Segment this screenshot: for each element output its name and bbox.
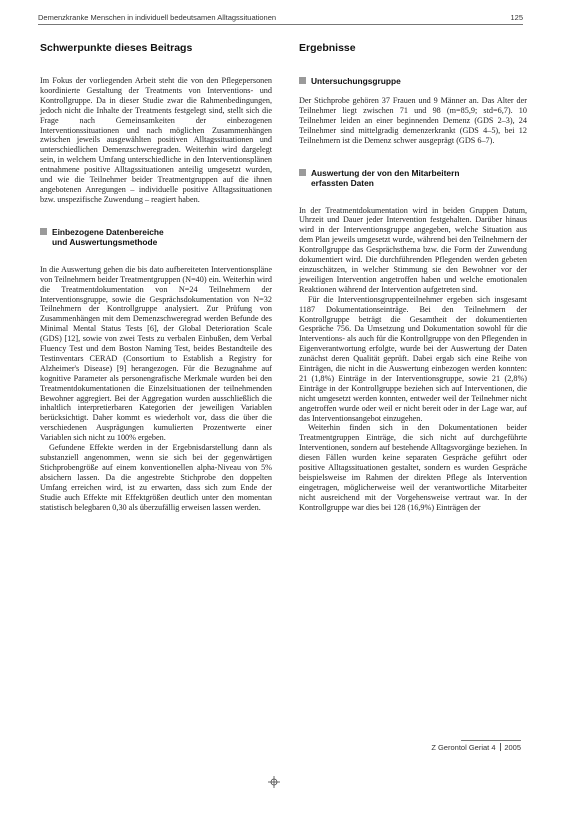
paragraph-sample: Der Stichprobe gehören 37 Frauen und 9 Männer an. Das Alter der Teilnehmer liegt zwischen 71 und 98 (m=85,9; std=6,7). 10 Teilnehmer leiden an einer beginnenden Demenz (GDS 2–3), 24 Teilnehmer sind mittelgradig demenzerkrankt (GDS 4–5), bei 12 Teilnehmern ist die Demenz schwer ausgeprägt (GDS 6–7). [299,96,527,145]
subheading-line-2: und Auswertungsmethode [52,236,158,247]
journal-year: 2005 [504,743,521,752]
journal-name: Z Gerontol Geriat 4 [431,743,496,752]
paragraph-effects: Gefundene Effekte werden in der Ergebnisdarstellung dann als substanziell angenommen, wenn sie sich bei der gegenwärtigen Stichprobengröße auf einem konventionellen alpha-Niveau von 5% absichern lassen. Da die angestrebte Stichprobe den doppelten Umfang erreichen wird, ist zu erwarten, dass sich zum Ende der Studie auch Effekte mit Effektgrößen deutlich unter den momentan statistisch belegbaren 0,30 als überzufällig erweisen lassen werden. [40,443,272,512]
registration-mark-icon [268,776,280,788]
subheading-line-2: erfassten Daten [311,177,374,188]
right-column [299,42,527,513]
footer-rule [461,740,521,741]
page-number: 125 [510,13,523,22]
left-column [40,42,272,512]
subheading-staff-data [299,168,527,188]
bullet-square-icon [299,169,306,176]
subheading-line-1: Auswertung der von den Mitarbeitern [311,167,460,178]
subheading-line-1: Einbezogene Datenbereiche [52,226,164,237]
paragraph-documentation: In der Treatmentdokumentation wird in beiden Gruppen Datum, Uhrzeit und Dauer jeder Intervention festgehalten. Darüber hinaus wird in der Interventionsgruppe angegeben, welche Situation aus dem Plan jeweils umgesetzt wurde, während bei den Teilnehmern der Kontrollgruppe das Gesprächsthema bzw. die Form der Zuwendung dokumentiert wird. Die durchführenden Pflegenden werden gebeten einzuschätzen, in welcher Stimmung sie den Bewohner vor der jeweiligen Intervention angetroffen haben und welche emotionalen Reaktionen während der Intervention aufgetreten sind. [299,205,527,294]
bullet-square-icon [299,77,306,84]
running-head [38,13,523,25]
section-title-results: Ergebnisse [299,42,356,54]
bullet-square-icon [40,228,47,235]
paragraph-entries: Für die Interventionsgruppenteilnehmer ergeben sich insgesamt 1187 Dokumentationseinträge. Bei den Teilnehmern der Kontrollgruppe beträgt die Gesamtheit der dokumentierten Gespräche 756. Da Umsetzung und Dokumentation sowohl für die Interventions- als auch für die Kontrollgruppe von den Pflegenden in Eigenverantwortung erfolgte, wurde bei der Auswertung der Daten zunächst deren Qualität geprüft. Dabei ergab sich eine Reihe von Einträgen, die nicht in die Auswertung einbezogen werden konnten: 21 (1,8%) Einträge in der Interventionsgruppe, sowie 21 (2,8%) Einträge in der Kontrollgruppe beziehen sich auf Interventionen, die nicht umgesetzt werden konnten, entweder weil der Teilnehmer nicht angetroffen wurde oder weil er nicht bereit oder in der Lage war, auf das Interventionsangebot einzugehen. [299,294,527,423]
footer-citation [431,743,521,752]
paragraph-methods: In die Auswertung gehen die bis dato aufbereiteten Interventionspläne von Teilnehmern beider Treatmentgruppen (N=40) ein. Weiterhin wird die Treatmentdokumentation von N=24 Teilnehmern der Interventionsgruppe, sowie die Gesprächsdokumentation von N=32 Teilnehmern der Kontrollgruppe analysiert. Zur Prüfung von Zusammenhängen mit dem Demenzschweregrad werden Befunde des Minimal Mental Status Tests [6], der Global Deterioration Scale (GDS) [12], sowie von zwei Tests zu verbalen Einbußen, dem Verbal Fluency Test und dem Boston Naming Test, beides Bestandteile des Testinventars CERAD (Consortium to Establish a Registry for Alzheimer's Disease) [9] herangezogen. Für die Bezugnahme auf kognitive Parameter als personengrafische Merkmale wurden bei den Treatmentdokumentationen die Einzelsituationen der teilnehmenden Bewohner aggregiert. Bei der Aggregation wurden ausschließlich die inhaltlich interpretierbaren Kategorien der jeweiligen Variablen berücksichtigt. Daher kommt es wiederholt vor, dass die über die verschiedenen Ausprägungen kumulierten Prozentwerte einer Variablen sich nicht zu 100% ergeben. [40,264,272,443]
subheading-data-areas [40,227,272,247]
paragraph-further: Weiterhin finden sich in den Dokumentationen beider Treatmentgruppen Einträge, die sich nicht auf durchgeführte Interventionen, sondern auf bestehende Alltagsvorgänge beziehen. In diesen Fällen wurden keine separaten Gespräche geführt oder positive Alltagssituationen gestaltet, sondern es wurden Gespräche beispielsweise im Rahmen der direkten Pflege als Intervention eingetragen, möglicherweise weil der verantwortliche Mitarbeiter nicht ausreichend mit der Vorgehensweise vertraut war. In der Kontrollgruppe war dies bei 128 (16,9%) Einträgen der [299,423,527,512]
running-title: Demenzkranke Menschen in individuell bedeutsamen Alltagssituationen [38,13,277,22]
section-title-focus: Schwerpunkte dieses Beitrags [40,42,193,54]
subheading-study-group: Untersuchungsgruppe [299,76,527,86]
paragraph-focus: Im Fokus der vorliegenden Arbeit steht die von den Pflegepersonen koordinierte Gestaltung der Treatments von Interventions- und Kontrollgruppe. Da in dieser Studie zwar die Rahmenbedingungen, jedoch nicht die Inhalte der Treatments festgelegt sind, stellt sich die Frage nach Gemeinsamkeiten der einbezogenen Interventionssituationen und nach möglichen Zusammenhängen zwischen jeweils ausgewählten positiven Alltagssituationen und unterschiedlichen Demenzschweregraden. Weiterhin wird dargelegt sein, in welchem Umfang unterschiedliche in den Interventionsplänen entnahmene positive Alltagssituationen anteilig umgesetzt wurden, und wie die Teilnehmer beider Treatmentgruppen auf die ihnen angebotenen Anregungen – individuelle positive Alltagssituationen bzw. unspezifische Zuwendung – reagiert haben. [40,76,272,204]
